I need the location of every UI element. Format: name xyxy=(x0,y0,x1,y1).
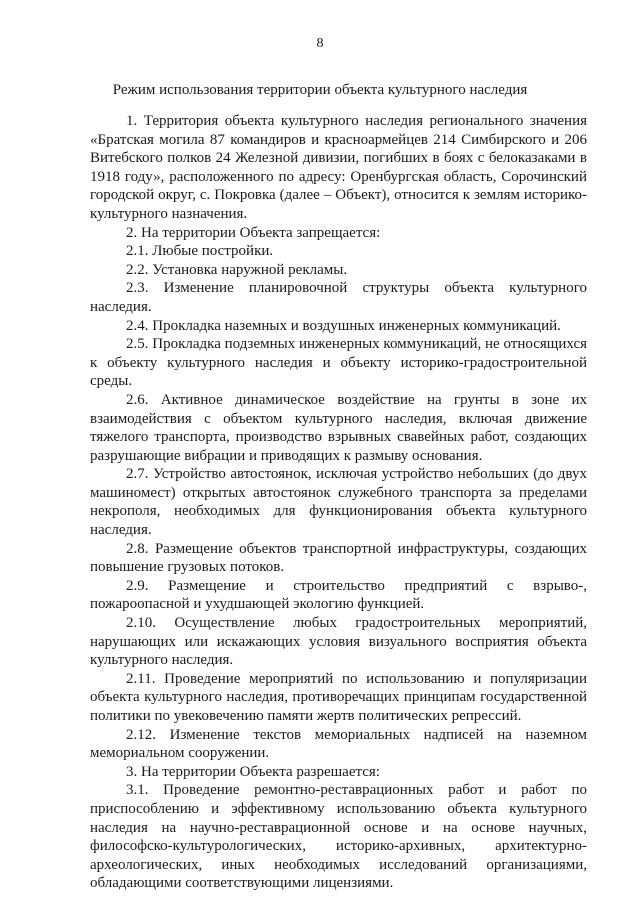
paragraph-2-8: 2.8. Размещение объектов транспортной инфраструктуры, создающих повышение грузовых потоков. xyxy=(90,540,587,576)
paragraph-2-9: 2.9. Размещение и строительство предприятий с взрыво-, пожароопасной и ухудшающей экологию функцией. xyxy=(90,577,587,613)
paragraph-2-1: 2.1. Любые постройки. xyxy=(126,243,274,260)
paragraph-2: 2. На территории Объекта запрещается: xyxy=(126,224,381,241)
paragraph-1: 1. Территория объекта культурного наследия регионального значения «Братская могила 87 командиров и красноармейцев 214 Симбирского и 206 Витебского полков 24 Железной дивизии, погибших в боях с белоказаками в 1918 году», расположенного по адресу: Оренбургская область, Сорочинский городской округ, с. Покровка (далее – Объект), относится к землям историко-культурного назначения. xyxy=(90,113,587,222)
paragraph-2-2: 2.2. Установка наружной рекламы. xyxy=(126,261,348,278)
paragraph-3-1: 3.1. Проведение ремонтно-реставрационных работ и работ по приспособлению и эффективному использованию объекта культурного наследия на научно-реставрационной основе и на основе научных, философско-культурологических, историко-архивных, архитектурно-археологических, иных необходимых исследований организациями, обладающими соответствующими лицензиями. xyxy=(90,782,587,892)
paragraph-2-7: 2.7. Устройство автостоянок, исключая устройство небольших (до двух машиномест) открытых автостоянок служебного транспорта за пределами некрополя, необходимых для функционирования объекта культурного наследия. xyxy=(90,466,587,539)
paragraph-2-12: 2.12. Изменение текстов мемориальных надписей на наземном мемориальном сооружении. xyxy=(90,726,587,762)
document-title: Режим использования территории объекта культурного наследия xyxy=(112,82,528,98)
paragraph-2-4: 2.4. Прокладка наземных и воздушных инженерных коммуникаций. xyxy=(126,317,561,334)
paragraph-2-11: 2.11. Проведение мероприятий по использованию и популяризации объекта культурного наследия, противоречащих принципам государственной политики по увековечению памяти жертв политических репрессий. xyxy=(90,670,587,724)
paragraph-2-10: 2.10. Осуществление любых градостроительных мероприятий, нарушающих или искажающих условия визуального восприятия объекта культурного наследия. xyxy=(90,615,587,669)
document-body xyxy=(90,112,587,893)
paragraph-3: 3. На территории Объекта разрешается: xyxy=(126,763,380,780)
paragraph-2-3: 2.3. Изменение планировочной структуры объекта культурного наследия. xyxy=(90,280,587,315)
page-number: 8 xyxy=(316,36,324,51)
paragraph-2-6: 2.6. Активное динамическое воздействие на грунты в зоне их взаимодействия с объектом культурного наследия, включая движение тяжелого транспорта, производство взрывных свавейных работ, создающих разрушающие вибрации и приводящих к размыву основания. xyxy=(90,391,587,464)
paragraph-2-5: 2.5. Прокладка подземных инженерных коммуникаций, не относящихся к объекту культурного наследия и объекту историко-градостроительной среды. xyxy=(90,336,587,390)
